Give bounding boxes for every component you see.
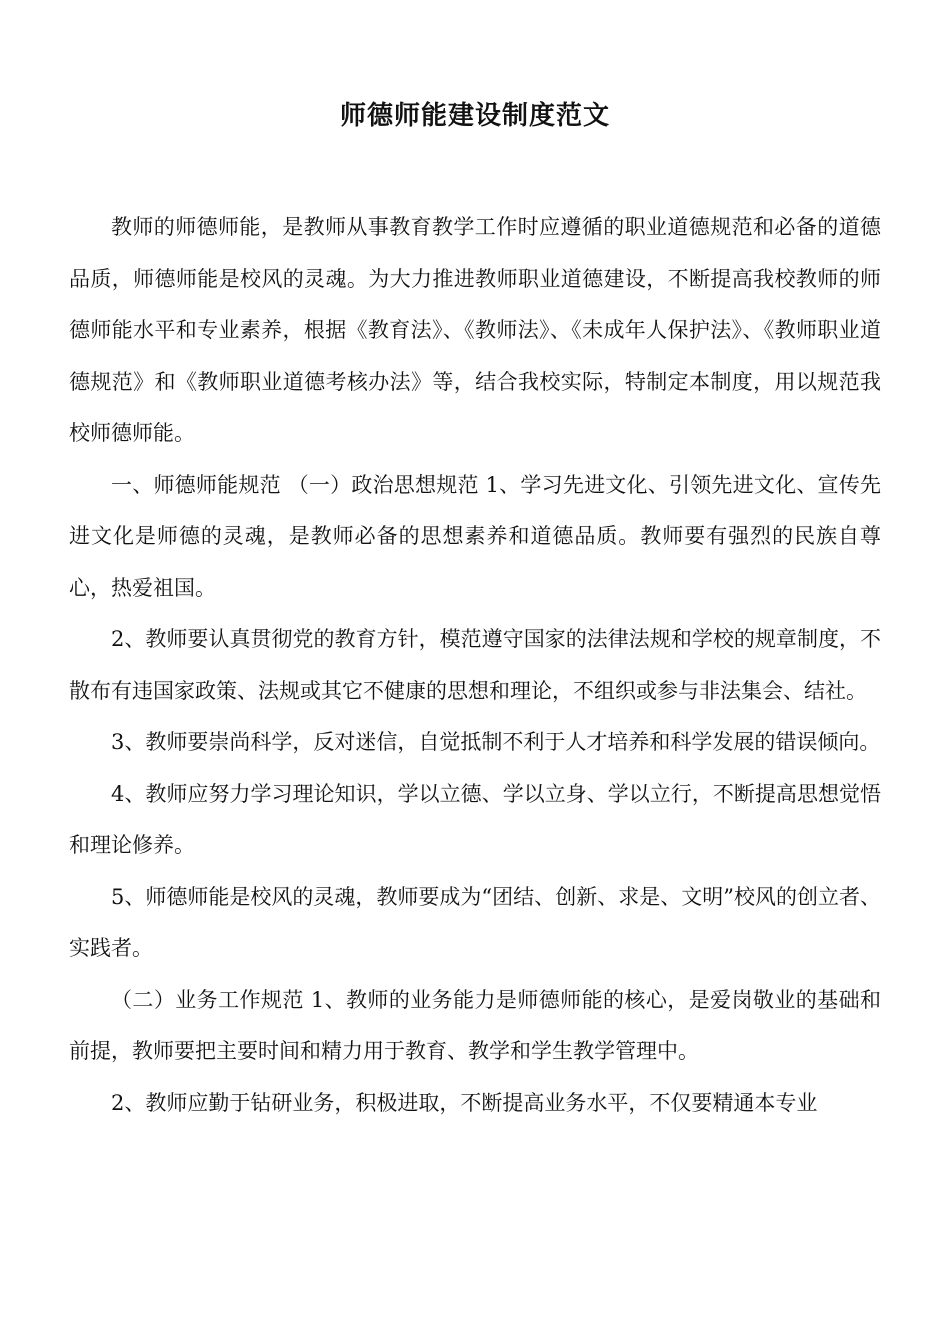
paragraph-item-3: 3、教师要崇尚科学，反对迷信，自觉抵制不利于人才培养和科学发展的错误倾向。 [111, 730, 881, 754]
paragraph-section-1: 一、师德师能规范 （一）政治思想规范 1、学习先进文化、引领先进文化、宣传先进文化是师德的灵魂，是教师必备的思想素养和道德品质。教师要有强烈的民族自尊心，热爱祖国。 [69, 472, 881, 600]
document-body [69, 202, 881, 1129]
paragraph-item-2b: 2、教师应勤于钻研业务，积极进取，不断提高业务水平，不仅要精通本专业 [111, 1090, 818, 1115]
document-title: 师德师能建设制度范文 [339, 101, 610, 131]
paragraph-section-2: （二）业务工作规范 1、教师的业务能力是师德师能的核心，是爱岗敬业的基础和前提，教师要把主要时间和精力用于教育、教学和学生教学管理中。 [69, 987, 881, 1063]
paragraph-item-2: 2、教师要认真贯彻党的教育方针，模范遵守国家的法律法规和学校的规章制度，不散布有违国家政策、法规或其它不健康的思想和理论，不组织或参与非法集会、结社。 [69, 627, 881, 703]
paragraph-item-5: 5、师德师能是校风的灵魂，教师要成为“团结、创新、求是、文明”校风的创立者、实践者。 [69, 884, 881, 960]
paragraph-intro: 教师的师德师能，是教师从事教育教学工作时应遵循的职业道德规范和必备的道德品质，师德师能是校风的灵魂。为大力推进教师职业道德建设，不断提高我校教师的师德师能水平和专业素养，根据《教育法》、《教师法》、《未成年人保护法》、《教师职业道德规范》和《教师职业道德考核办法》等，结合我校实际，特制定本制度，用以规范我校师德师能。 [69, 215, 881, 445]
paragraph-item-4: 4、教师应努力学习理论知识，学以立德、学以立身、学以立行，不断提高思想觉悟和理论修养。 [69, 781, 881, 857]
